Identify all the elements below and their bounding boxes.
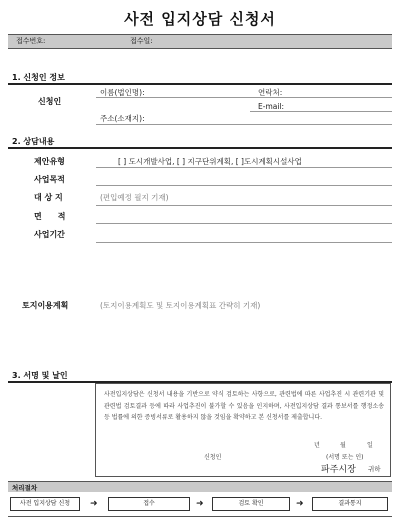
date-year: 년 [314,442,320,449]
project-purpose-label: 사업목적 [34,175,65,184]
section2-heading: 2. 상담내용 [12,137,55,146]
name-field-line[interactable] [96,97,392,98]
contact-label: 연락처: [258,88,283,97]
signature-applicant-label: 신청인 [204,454,222,461]
section3-heading: 3. 서명 및 날인 [12,371,68,380]
proposal-type-line [96,167,392,168]
recipient-suffix: 귀하 [368,465,381,473]
area-label: 면 적 [34,212,66,221]
arrow-right-icon: ➜ [90,499,98,509]
project-period-label: 사업기간 [34,230,65,239]
date-month: 월 [340,442,346,449]
section2-rule [8,147,392,149]
process-label: 처리절차 [12,484,38,492]
address-field-line[interactable] [96,124,392,125]
project-period-line[interactable] [96,242,392,243]
section1-rule [8,83,392,85]
arrow-right-icon: ➜ [296,499,304,509]
applicant-label: 신청인 [38,97,62,106]
land-use-plan-label: 토지이용계획 [22,301,69,310]
land-use-plan-hint: (토지이용계획도 및 토지이용계획표 간략히 기재) [100,301,261,310]
area-line[interactable] [96,223,392,224]
process-step-apply: 사전 입지상담 신청 [10,497,80,511]
process-step-notify: 결과통지 [312,497,388,511]
process-bar [8,481,392,492]
arrow-right-icon: ➜ [196,499,204,509]
target-land-label: 대 상 지 [34,193,63,202]
target-land-hint: (편입예정 필지 기재) [100,193,169,202]
address-label: 주소(소재지): [100,114,145,123]
date-day: 일 [367,442,373,449]
signature-hint[interactable]: (서명 또는 인) [326,454,364,461]
receipt-number-label: 접수번호: [16,37,46,45]
project-purpose-line[interactable] [96,185,392,186]
declaration-statement: 사전입지상담은 신청서 내용을 기반으로 약식 검토하는 사항으로, 관련법에 따른 사업추진 시 관련기관 및 관련법 검토결과 등에 따라 사업추진이 불가할 수 있음을 인지하며, 사전입지상담 결과 통보서를 행정소송 등 법률에 의한 증빙서류로 활용하지 않을 것임을 확약하고 본 신청서를 제출합니다. [104,391,384,421]
proposal-type-label: 제안유형 [34,157,65,166]
email-label: E-mail: [258,102,285,111]
proposal-type-options[interactable]: [ ] 도시개발사업, [ ] 지구단위계획, [ ]도시계획시설사업 [118,157,302,166]
receipt-date-label: 접수일: [130,37,153,45]
declaration-box [95,383,391,477]
process-step-receipt: 접수 [108,497,190,511]
section1-heading: 1. 신청인 정보 [12,73,65,82]
recipient-name: 파주시장 [321,465,356,475]
form-title: 사전 입지상담 신청서 [124,10,276,28]
name-label: 이름(법인명): [100,88,145,97]
target-land-line[interactable] [96,205,392,206]
bottom-rule [8,516,392,517]
process-step-review: 검토 확인 [212,497,290,511]
email-field-line[interactable] [250,111,392,112]
receipt-bar [8,34,392,49]
